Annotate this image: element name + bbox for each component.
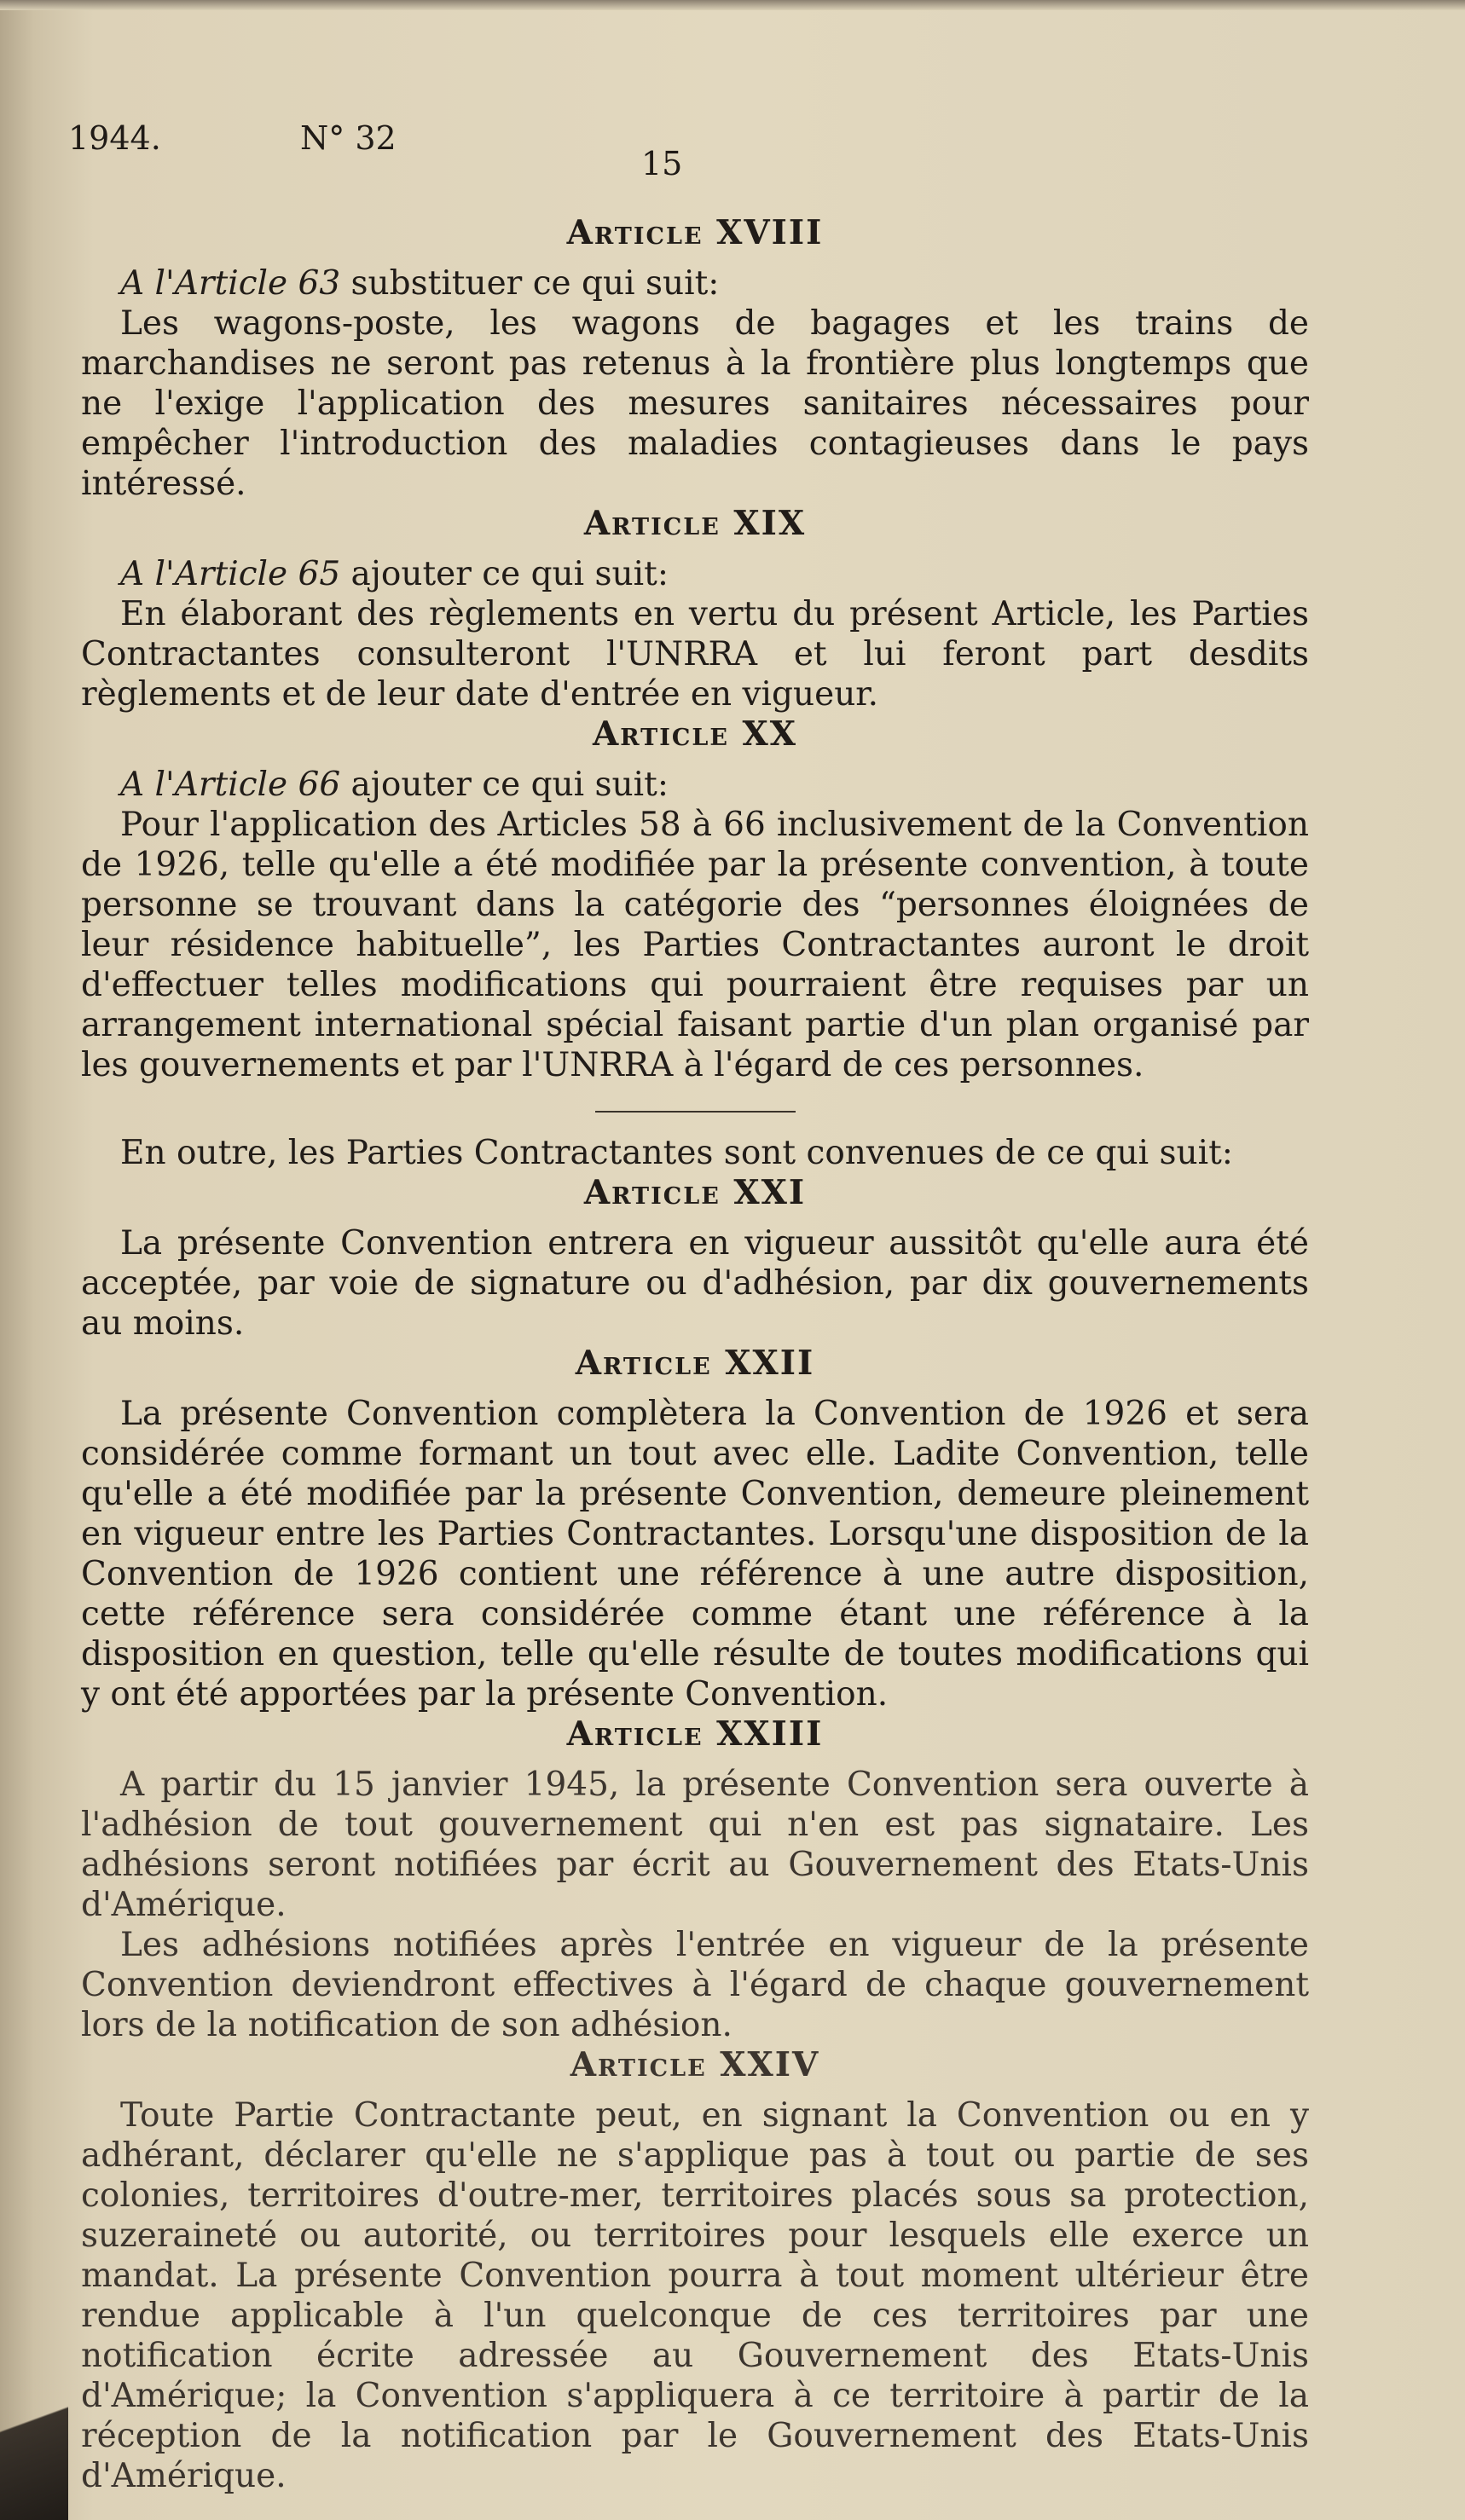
article-reference: A l'Article 63 [120,264,341,303]
article-xx [81,714,1309,1085]
article-intro-rest: ajouter ce qui suit: [340,555,669,593]
article-intro-rest: ajouter ce qui suit: [340,766,669,804]
article-intro-rest: substituer ce qui suit: [340,264,720,303]
document-body [81,213,1309,2496]
article-title: Article XXIV [570,2045,820,2084]
article-title: Article XVIII [566,213,824,252]
article-paragraph: A partir du 15 janvier 1945, la présente Convention sera ouverte à l'adhésion de tout gouvernement qui n'en est pas signataire. Les adhésions seront notifiées par écrit au Gouvernement des Etats-Unis d'Amérique. [81,1766,1309,1924]
article-intro [81,263,1309,303]
page-number: 15 [641,145,683,182]
article-reference: A l'Article 66 [120,766,341,804]
article-title: Article XXII [575,1344,815,1383]
article-reference: A l'Article 65 [120,555,341,593]
header-number: N° 32 [300,119,397,157]
header-year: 1944. [68,119,161,157]
article-title: Article XX [592,714,798,754]
article-title: Article XIX [583,504,807,543]
article-xxiii [81,1714,1309,2045]
article-intro [81,765,1309,805]
article-paragraph: Les adhésions notifiées après l'entrée en vigueur de la présente Convention deviendront effectives à l'égard de chaque gouvernement lors de la notification de son adhésion. [81,1926,1309,2044]
section-divider [595,1111,796,1113]
article-title: Article XXIII [566,1714,824,1754]
article-paragraph: Pour l'application des Articles 58 à 66 inclusivement de la Convention de 1926, telle qu'elle a été modifiée par la présente convention, à toute personne se trouvant dans la catégorie des “personnes éloignées de leur résidence habituelle”, les Parties Contractantes auront le droit d'effectuer telles modifications qui pourraient être requises par un arrangement international spécial faisant partie d'un plan organisé par les gouvernements et par l'UNRRA à l'égard de ces personnes. [81,806,1309,1084]
article-paragraph: En élaborant des règlements en vertu du présent Article, les Parties Contractantes consulteront l'UNRRA et lui feront part desdits règlements et de leur date d'entrée en vigueur. [81,595,1309,714]
article-paragraph: La présente Convention entrera en vigueur aussitôt qu'elle aura été acceptée, par voie de signature ou d'adhésion, par dix gouvernements au moins. [81,1224,1309,1343]
article-paragraph: La présente Convention complètera la Convention de 1926 et sera considérée comme formant un tout avec elle. Ladite Convention, telle qu'elle a été modifiée par la présente Convention, demeure pleinement en vigueur entre les Parties Contractantes. Lorsqu'une disposition de la Convention de 1926 contient une référence à une autre disposition, cette référence sera considérée comme étant une référence à la disposition en question, telle qu'elle résulte de toutes modifications qui y ont été apportées par la présente Convention. [81,1395,1309,1714]
article-xxiv [81,2045,1309,2496]
article-paragraph: Toute Partie Contractante peut, en signant la Convention ou en y adhérant, déclarer qu'elle ne s'applique pas à tout ou partie de ses colonies, territoires d'outre-mer, territoires placés sous sa protection, suzeraineté ou autorité, ou territoires pour lesquels elle exerce un mandat. La présente Convention pourra à tout moment ultérieur être rendue applicable à l'un quelconque de ces territoires par une notification écrite adressée au Gouvernement des Etats-Unis d'Amérique; la Convention s'appliquera à ce territoire à partir de la réception de la notification par le Gouvernement des Etats-Unis d'Amérique. [81,2096,1309,2495]
article-xxii [81,1344,1309,1714]
article-xix [81,504,1309,714]
article-xviii [81,213,1309,504]
article-title: Article XXI [583,1173,807,1212]
transition-paragraph: En outre, les Parties Contractantes sont convenues de ce qui suit: [120,1134,1233,1172]
article-xxi [81,1173,1309,1344]
article-paragraph: Les wagons-poste, les wagons de bagages et les trains de marchandises ne seront pas retenus à la frontière plus longtemps que ne l'exige l'application des mesures sanitaires nécessaires pour empêcher l'introduction des maladies contagieuses dans le pays intéressé. [81,304,1309,503]
article-intro [81,554,1309,594]
